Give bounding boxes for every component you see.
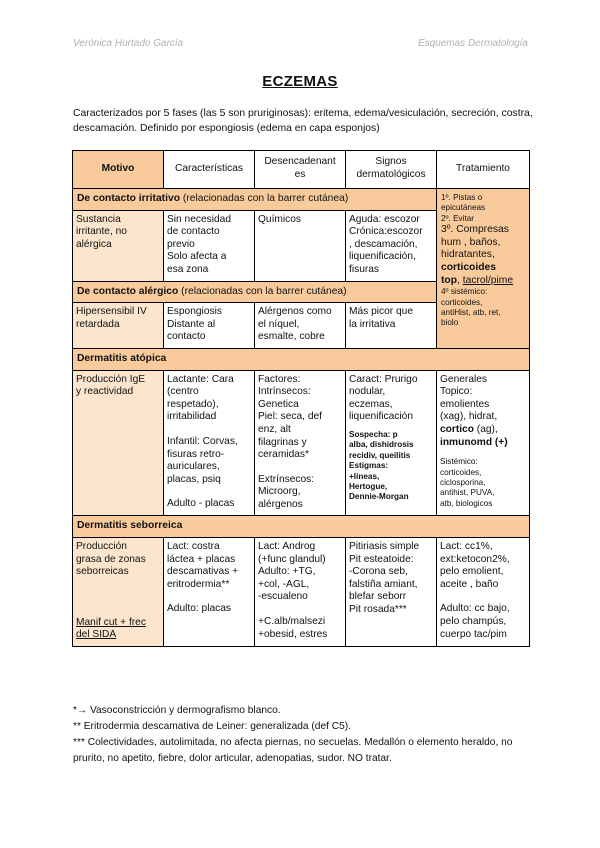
text-line: Piel: seca, def bbox=[258, 411, 322, 423]
spacer bbox=[440, 449, 526, 457]
text-line: Distante al bbox=[167, 318, 216, 330]
trat-line: 3º. Compresas bbox=[441, 224, 509, 236]
spacer bbox=[440, 591, 526, 603]
header-signos bbox=[346, 151, 437, 189]
text-line: aceite , baño bbox=[440, 578, 499, 590]
trat-line-top bbox=[441, 275, 525, 288]
text-line: respetado), bbox=[167, 398, 219, 410]
trat-line: 1º. Pistas o bbox=[441, 193, 483, 202]
text-line: enz, alt bbox=[258, 423, 291, 435]
text-line: alérgenos bbox=[258, 498, 303, 510]
spacer bbox=[76, 579, 160, 617]
intro-paragraph: Caracterizados por 5 fases (las 5 son pruriginosas): eritema, edema/vesiculación, secreción, costra, descamación. Definido por espongiosis (edema en capa esponjos) bbox=[73, 108, 533, 134]
text-line: Extrínsecos: bbox=[258, 473, 315, 485]
text-line: +col, -AGL, bbox=[258, 578, 310, 590]
text-line: Más picor que bbox=[349, 306, 413, 318]
cell-irritativo-caracteristicas bbox=[164, 210, 255, 281]
page-title: ECZEMAS bbox=[262, 73, 338, 90]
text-line: Adulto: +TG, bbox=[258, 566, 316, 578]
text-line: liquenificación bbox=[349, 411, 413, 423]
trat-comma: , bbox=[457, 274, 463, 286]
text-line: falstiña amiant, bbox=[349, 578, 418, 590]
text-line: ceramidas* bbox=[258, 449, 309, 461]
text-line: Manif cut + frec bbox=[76, 616, 146, 628]
header-signos-1: Signos bbox=[375, 156, 407, 168]
section-irritativo-note: (relacionadas con la barrer cutánea) bbox=[182, 193, 349, 204]
text-line: láctea + placas bbox=[167, 553, 236, 565]
section-alergico-note: (relacionadas con la barrer cutánea) bbox=[181, 285, 347, 297]
text-line: blefar seborr bbox=[349, 591, 407, 603]
text-line: ciclosporina, bbox=[440, 477, 486, 487]
header-motivo: Motivo bbox=[73, 151, 164, 189]
text-line: Pitiriasis simple bbox=[349, 541, 420, 553]
header-signos-2: dermatológicos bbox=[356, 169, 426, 180]
text-line: Aguda: escozor bbox=[349, 213, 420, 225]
text-line: Hipersensibil IV bbox=[76, 306, 147, 318]
text-line: fisuras retro- bbox=[167, 448, 225, 460]
cell-alergico-motivo bbox=[73, 303, 164, 349]
header-tratamiento: Tratamiento bbox=[437, 151, 530, 189]
header-author: Verónica Hurtado García bbox=[73, 38, 184, 49]
text-line: -Corona seb, bbox=[349, 566, 408, 578]
text-line: eritrodermia** bbox=[167, 578, 230, 590]
text-line: inmunomd (+) bbox=[440, 436, 508, 448]
cell-alergico-signos bbox=[346, 303, 437, 349]
text-line: ext:ketocon2%, bbox=[440, 553, 510, 565]
trat-line: biolo bbox=[441, 318, 459, 328]
footnote-3: *** Colectividades, autolimitada, no afecta piernas, no secuelas. Medallón o elemento heraldo, no prurito, no apetito, fiebre, dolor articular, adenopatias, sudor. NO tratar. bbox=[73, 737, 513, 764]
text-line: Lact: costra bbox=[167, 541, 220, 553]
text-line: Pit esteatoide: bbox=[349, 553, 414, 565]
header-desencadenantes bbox=[255, 151, 346, 189]
section-seborreica bbox=[73, 516, 530, 538]
text-line: cuerpo tac/pim bbox=[440, 628, 507, 640]
text-line: Estigmas: bbox=[349, 461, 389, 471]
text-line: liquenificación, bbox=[349, 251, 416, 263]
trat-line: hum , baños, bbox=[441, 236, 501, 248]
spacer bbox=[258, 604, 342, 616]
text-line: (xag), hidrat, bbox=[440, 411, 498, 423]
text-line: Intrínsecos: bbox=[258, 386, 311, 398]
header-desencadenantes-1: Desencadenant bbox=[264, 156, 336, 168]
text-line: Sospecha: p bbox=[349, 429, 398, 439]
trat-line: hidratantes, bbox=[441, 249, 495, 261]
footnote-2: ** Eritrodermia descamativa de Leiner: generalizada (def C5). bbox=[73, 721, 352, 732]
text-line: +líneas, bbox=[349, 471, 380, 481]
trat-line-corticoides: corticoides bbox=[441, 262, 496, 273]
text-line: alérgica bbox=[76, 238, 112, 250]
text-line: descamativas + bbox=[167, 566, 239, 578]
section-atopica bbox=[73, 348, 530, 370]
text-line: Adulto - placas bbox=[167, 498, 235, 510]
spacer bbox=[167, 424, 251, 436]
text-line: esmalte, cobre bbox=[258, 331, 325, 343]
text-line: Factores: bbox=[258, 373, 301, 385]
cell-atopica-caracteristicas bbox=[164, 370, 255, 516]
trat-line: antiHist, atb, ret, bbox=[441, 308, 501, 317]
text-line: Solo afecta a bbox=[167, 251, 227, 263]
text-line: atb, biologicos bbox=[440, 498, 493, 508]
text-line: Alérgenos como bbox=[258, 306, 332, 318]
text-line-cortico bbox=[440, 424, 526, 437]
text-line: Sin necesidad bbox=[167, 213, 232, 225]
text-line: (+func glandul) bbox=[258, 553, 326, 565]
section-irritativo bbox=[73, 189, 437, 211]
footnote-1: *→ Vasoconstricción y dermografismo blanco. bbox=[73, 705, 281, 716]
text-line: Producción bbox=[76, 541, 127, 553]
text-line: Lactante: Cara bbox=[167, 373, 234, 385]
table-header-row bbox=[73, 151, 530, 189]
trat-ag: (ag), bbox=[473, 423, 498, 435]
cell-atopica-desencadenantes bbox=[255, 370, 346, 516]
text-line: seborreicas bbox=[76, 566, 129, 578]
cell-atopica-motivo bbox=[73, 370, 164, 516]
text-line: Infantil: Corvas, bbox=[167, 435, 238, 447]
text-line: Lact: cc1%, bbox=[440, 541, 493, 553]
cell-seborreica-desencadenantes bbox=[255, 538, 346, 647]
text-line: Microorg, bbox=[258, 486, 301, 498]
text-line: eczemas, bbox=[349, 398, 393, 410]
section-alergico-title: De contacto alérgico bbox=[77, 285, 179, 297]
text-line: Crónica:escozor bbox=[349, 226, 423, 238]
text-line: irritabilidad bbox=[167, 411, 217, 423]
spacer bbox=[167, 591, 251, 603]
text-line: Caract: Prurigo bbox=[349, 373, 418, 385]
text-line: grasa de zonas bbox=[76, 553, 146, 565]
text-line: (centro bbox=[167, 386, 199, 398]
text-line: del SIDA bbox=[76, 629, 117, 641]
trat-top: top bbox=[441, 274, 458, 286]
text-line: retardada bbox=[76, 318, 120, 330]
text-line: pelo champús, bbox=[440, 616, 507, 628]
text-line: previo bbox=[167, 238, 195, 250]
cell-alergico-desencadenantes bbox=[255, 303, 346, 349]
text-line: antihist, PUVA, bbox=[440, 488, 495, 498]
header-subject: Esquemas Dermatología bbox=[417, 38, 528, 49]
cell-seborreica-tratamiento bbox=[437, 538, 530, 647]
header-desencadenantes-2: es bbox=[294, 169, 306, 180]
text-line: contacto bbox=[167, 331, 206, 343]
row-seborreica bbox=[73, 538, 530, 647]
text-line: Genetica bbox=[258, 398, 299, 410]
text-line: +C.alb/malsezi bbox=[258, 616, 326, 628]
spacer bbox=[258, 462, 342, 474]
text-line: recidiv, queilitis bbox=[349, 450, 411, 460]
cell-contacto-tratamiento bbox=[437, 189, 530, 349]
text-line: Espongiosis bbox=[167, 306, 222, 318]
text-line: de contacto bbox=[167, 226, 220, 238]
text-line: +obesid, estres bbox=[258, 628, 328, 640]
text-line: Dennie-Morgan bbox=[349, 492, 409, 502]
text-line: corticoides, bbox=[440, 467, 482, 477]
section-alergico bbox=[73, 281, 437, 303]
text-line: Pit rosada*** bbox=[349, 604, 407, 616]
cell-irritativo-motivo bbox=[73, 210, 164, 281]
cell-alergico-caracteristicas bbox=[164, 303, 255, 349]
trat-cortico: cortico bbox=[440, 423, 474, 435]
section-seborreica-row bbox=[73, 516, 530, 538]
text-line: Sistémico: bbox=[440, 457, 478, 467]
text-line: Lact: Androg bbox=[258, 541, 316, 553]
text-line: nodular, bbox=[349, 386, 386, 398]
text-line: placas, psiq bbox=[167, 473, 221, 485]
text-line: irritante, no bbox=[76, 226, 127, 238]
cell-atopica-tratamiento bbox=[437, 370, 530, 516]
trat-line: corticoides, bbox=[441, 297, 483, 307]
header-caracteristicas: Características bbox=[164, 151, 255, 189]
text-line: Hertogue, bbox=[349, 481, 388, 491]
text-line: -escualeno bbox=[258, 591, 308, 603]
text-line: , descamación, bbox=[349, 238, 418, 250]
text-line: Producción IgE bbox=[76, 373, 146, 385]
trat-line: 4º sistémico: bbox=[441, 287, 488, 297]
section-atopica-title: Dermatitis atópica bbox=[77, 352, 167, 364]
text-line: la irritativa bbox=[349, 318, 396, 330]
text-line: Sustancia bbox=[76, 213, 121, 225]
cell-seborreica-motivo bbox=[73, 538, 164, 647]
text-line: Adulto: placas bbox=[167, 603, 231, 615]
trat-line: epicutáneas bbox=[441, 203, 486, 213]
trat-tacrol: tacrol/pime bbox=[462, 274, 514, 286]
text-line: y reactividad bbox=[76, 386, 134, 398]
text-line: pelo emolient, bbox=[440, 566, 504, 578]
cell-irritativo-desencadenantes bbox=[255, 210, 346, 281]
text-line: Adulto: cc bajo, bbox=[440, 603, 510, 615]
text-line: Topico: bbox=[440, 386, 473, 398]
cell-seborreica-caracteristicas bbox=[164, 538, 255, 647]
row-atopica bbox=[73, 370, 530, 516]
section-atopica-row bbox=[73, 348, 530, 370]
cell-atopica-signos bbox=[346, 370, 437, 516]
text-line: Generales bbox=[440, 373, 488, 385]
text-line: Químicos bbox=[258, 213, 302, 225]
eczemas-table bbox=[72, 150, 530, 647]
text-line: el níquel, bbox=[258, 318, 300, 330]
section-seborreica-title: Dermatitis seborreica bbox=[77, 520, 183, 532]
text-line: filagrinas y bbox=[258, 436, 307, 448]
text-line: emolientes bbox=[440, 398, 490, 410]
cell-seborreica-signos bbox=[346, 538, 437, 647]
section-irritativo-row bbox=[73, 189, 530, 211]
trat-line: 2º. Evitar bbox=[441, 213, 475, 223]
text-line: alba, dishidrosis bbox=[349, 440, 414, 450]
cell-irritativo-signos bbox=[346, 210, 437, 281]
text-line: auriculares, bbox=[167, 461, 220, 473]
text-line: esa zona bbox=[167, 263, 209, 275]
text-line: fisuras bbox=[349, 263, 380, 275]
section-irritativo-title: De contacto irritativo bbox=[77, 193, 180, 204]
footnotes bbox=[73, 703, 533, 767]
spacer bbox=[167, 486, 251, 498]
